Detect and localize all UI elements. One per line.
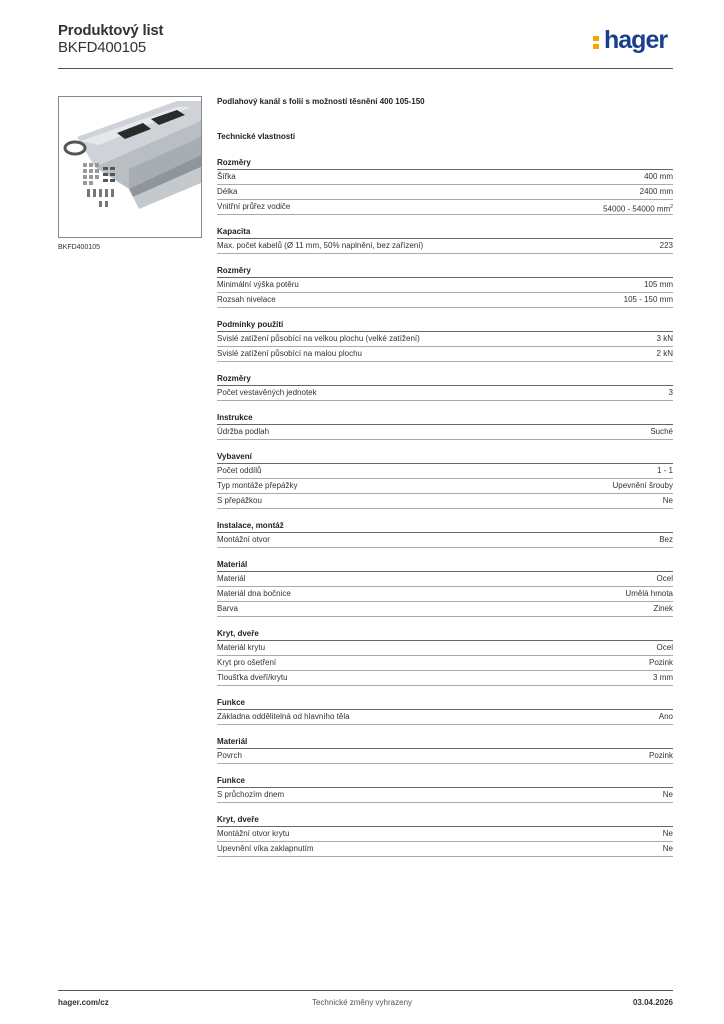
spec-label: Svislé zatížení působící na velkou plochu (velké zatížení) [217,334,420,343]
spec-row [217,347,673,362]
page-title: Produktový list [58,22,164,39]
spec-value-cell [657,641,673,655]
spec-label: Montážní otvor [217,535,270,544]
spec-value-cell [663,494,673,508]
spec-label: Typ montáže přepážky [217,481,298,490]
spec-value: 105 - 150 mm [623,295,673,304]
spec-value-cell [663,827,673,841]
spec-value-cell [613,479,673,493]
spec-group-title: Vybavení [217,451,673,464]
spec-value: Ocel [656,574,673,583]
spec-row [217,602,673,617]
footer-date: 03.04.2026 [632,998,673,1007]
spec-group [217,373,673,401]
spec-value: Ne [662,790,673,799]
product-code: BKFD400105 [58,39,147,56]
spec-group-title: Rozměry [217,157,673,170]
spec-value-cell [649,749,673,763]
spec-value-cell [657,572,673,586]
spec-value-cell [603,200,673,214]
spec-group [217,814,673,857]
spec-value: Suché [650,427,673,436]
spec-group-title: Instrukce [217,412,673,425]
technical-properties-heading: Technické vlastnosti [217,132,296,141]
spec-row [217,200,673,215]
spec-row [217,293,673,308]
spec-label: Upevnění víka zaklapnutím [217,844,314,853]
spec-label: Svislé zatížení působící na malou plochu [217,349,362,358]
spec-group [217,520,673,548]
spec-value-superscript: 2 [670,204,673,210]
spec-row [217,749,673,764]
spec-value: Bez [659,535,673,544]
spec-value: 3 mm [653,673,673,682]
spec-value: 2 kN [656,349,673,358]
spec-value: 3 [668,388,673,397]
spec-row [217,170,673,185]
spec-value: 223 [659,241,673,250]
spec-group [217,451,673,509]
spec-group [217,412,673,440]
spec-group [217,628,673,686]
spec-row [217,386,673,401]
spec-value: Ne [662,844,673,853]
spec-group [217,319,673,362]
spec-label: Počet vestavěných jednotek [217,388,317,397]
spec-group-title: Kapacita [217,226,673,239]
floor-duct-product-photo-icon [59,97,201,237]
spec-group-title: Podmínky použití [217,319,673,332]
spec-group-title: Rozměry [217,265,673,278]
spec-row [217,332,673,347]
spec-label: Kryt pro ošetření [217,658,277,667]
spec-label: Délka [217,187,238,196]
spec-group [217,559,673,617]
spec-group [217,157,673,215]
spec-label: Rozsah nivelace [217,295,276,304]
spec-value-cell [653,671,673,685]
image-caption: BKFD400105 [58,244,101,251]
footer-notice: Technické změny vyhrazeny [311,998,413,1007]
logo-text: hager [604,26,668,54]
spec-value-cell [644,170,673,184]
spec-value: Umělá hmota [625,589,673,598]
spec-value-cell [640,185,673,199]
spec-label: Materiál dna bočnice [217,589,291,598]
spec-group-title: Funkce [217,775,673,788]
hager-logo [593,26,675,58]
spec-value-cell [660,239,673,253]
product-name: Podlahový kanál s folií s možností těsnění 400 105-150 [217,97,425,106]
spec-value-cell [644,278,673,292]
spec-value: 3 kN [656,334,673,343]
product-image [58,96,202,238]
spec-label: Šířka [217,172,236,181]
spec-value-cell [624,293,673,307]
spec-label: Barva [217,604,238,613]
spec-row [217,239,673,254]
spec-group-title: Instalace, montáž [217,520,673,533]
spec-value-cell [659,710,673,724]
spec-row [217,587,673,602]
header-divider [58,68,673,69]
spec-label: Materiál krytu [217,643,266,652]
footer-divider [58,990,673,991]
spec-group-title: Funkce [217,697,673,710]
spec-value: Upevnění šrouby [612,481,673,490]
spec-value-cell [663,842,673,856]
spec-label: Počet oddílů [217,466,262,475]
spec-label: Tloušťka dveří/krytu [217,673,288,682]
spec-row [217,278,673,293]
spec-group [217,226,673,254]
spec-value: Pozink [648,658,673,667]
spec-row [217,185,673,200]
spec-value-cell [657,464,673,478]
spec-row [217,788,673,803]
spec-label: Údržba podlah [217,427,270,436]
spec-value-cell [663,788,673,802]
spec-value-cell [657,332,673,346]
spec-value: Ne [662,496,673,505]
spec-value: 105 mm [644,280,673,289]
spec-group-title: Materiál [217,736,673,749]
spec-value: Ano [658,712,673,721]
spec-row [217,572,673,587]
spec-row [217,479,673,494]
spec-value: Ne [662,829,673,838]
spec-row [217,533,673,548]
spec-group-title: Rozměry [217,373,673,386]
spec-group-title: Kryt, dveře [217,814,673,827]
spec-label: S přepážkou [217,496,262,505]
spec-row [217,494,673,509]
spec-value: Ocel [656,643,673,652]
spec-group-title: Kryt, dveře [217,628,673,641]
spec-row [217,464,673,479]
spec-value-cell [659,533,673,547]
spec-row [217,656,673,671]
spec-group [217,775,673,803]
specifications [217,96,673,857]
spec-label: S průchozím dnem [217,790,285,799]
spec-label: Max. počet kabelů (Ø 11 mm, 50% naplnění, bez zařízení) [217,241,424,250]
spec-value-cell [649,656,673,670]
spec-group-title: Materiál [217,559,673,572]
spec-value-cell [657,347,673,361]
spec-value: 1 - 1 [656,466,673,475]
spec-value: Pozink [648,751,673,760]
spec-row [217,425,673,440]
spec-label: Základna oddělitelná od hlavního těla [217,712,350,721]
spec-value-cell [669,386,673,400]
spec-row [217,710,673,725]
footer-website: hager.com/cz [58,998,109,1007]
logo-dots-icon [593,36,601,52]
spec-label: Povrch [217,751,242,760]
spec-group [217,697,673,725]
spec-groups [217,157,673,857]
spec-label: Minimální výška potěru [217,280,299,289]
spec-row [217,827,673,842]
spec-group [217,736,673,764]
spec-label: Materiál [217,574,246,583]
spec-row [217,671,673,686]
spec-row [217,842,673,857]
spec-row [217,641,673,656]
spec-value: 54000 - 54000 mm [603,204,671,214]
spec-value: 2400 mm [639,187,673,196]
spec-value-cell [650,425,673,439]
spec-label: Vnitřní průřez vodiče [217,202,291,211]
spec-value: 400 mm [644,172,673,181]
spec-value: Zinek [653,604,673,613]
spec-value-cell [653,602,673,616]
spec-group [217,265,673,308]
spec-label: Montážní otvor krytu [217,829,290,838]
spec-value-cell [625,587,673,601]
